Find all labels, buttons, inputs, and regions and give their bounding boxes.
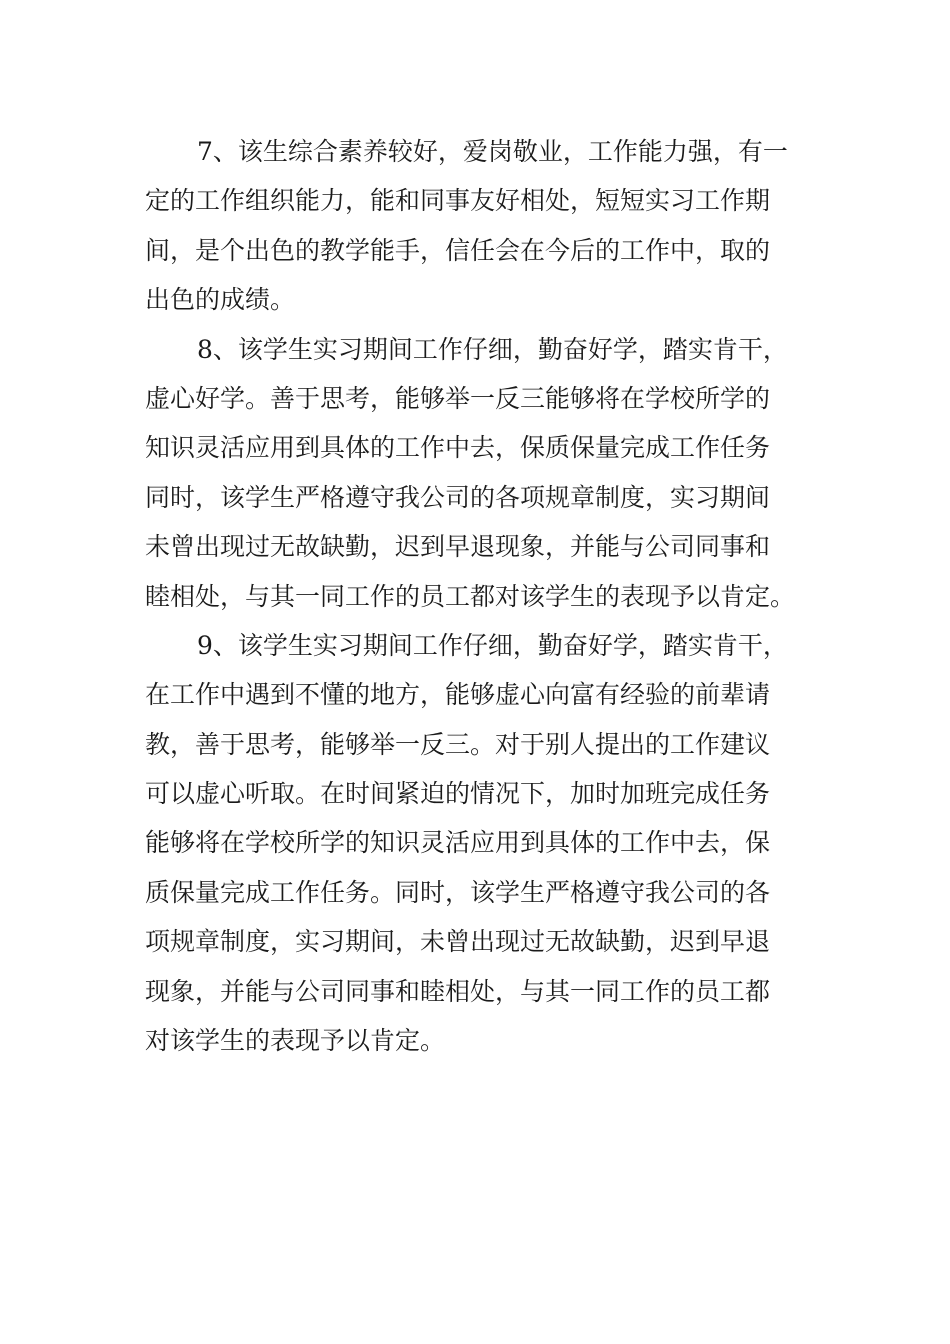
- document-body: [145, 127, 807, 1065]
- paragraph-9-line-6: 质保量完成工作任务。同时，该学生严格遵守我公司的各: [145, 877, 771, 907]
- paragraph-7-line-3: 间，是个出色的教学能手，信任会在今后的工作中，取的: [145, 235, 771, 265]
- paragraph-9-line-4: 可以虚心听取。在时间紧迫的情况下，加时加班完成任务: [145, 779, 771, 809]
- paragraph-8-line-3: 知识灵活应用到具体的工作中去，保质保量完成工作任务: [145, 433, 771, 463]
- paragraph-9-line-2: 在工作中遇到不懂的地方，能够虚心向富有经验的前辈请: [145, 680, 771, 710]
- paragraph-8-line-5: 未曾出现过无故缺勤，迟到早退现象，并能与公司同事和: [145, 532, 771, 562]
- paragraph-8-line-6: 睦相处，与其一同工作的员工都对该学生的表现予以肯定。: [145, 581, 796, 611]
- paragraph-7-line-2: 定的工作组织能力，能和同事友好相处，短短实习工作期: [145, 186, 771, 216]
- paragraph-9-line-7: 项规章制度，实习期间，未曾出现过无故缺勤，迟到早退: [145, 927, 771, 957]
- paragraph-9-line-3: 教，善于思考，能够举一反三。对于别人提出的工作建议: [145, 729, 771, 759]
- paragraph-9-line-8: 现象，并能与公司同事和睦相处，与其一同工作的员工都: [145, 976, 771, 1006]
- paragraph-7-line-4: 出色的成绩。: [145, 285, 296, 315]
- paragraph-8-line-2: 虚心好学。善于思考，能够举一反三能够将在学校所学的: [145, 383, 771, 413]
- paragraph-7-line-1: 7、该生综合素养较好，爱岗敬业，工作能力强，有一: [197, 137, 788, 166]
- paragraph-8-line-4: 同时，该学生严格遵守我公司的各项规章制度，实习期间: [145, 482, 771, 512]
- paragraph-9-line-1: 9、该学生实习期间工作仔细，勤奋好学，踏实肯干，: [197, 630, 788, 660]
- paragraph-8-line-1: 8、该学生实习期间工作仔细，勤奋好学，踏实肯干，: [197, 334, 788, 364]
- paragraph-9-line-5: 能够将在学校所学的知识灵活应用到具体的工作中去，保: [145, 828, 771, 858]
- paragraph-9-line-9: 对该学生的表现予以肯定。: [145, 1026, 446, 1056]
